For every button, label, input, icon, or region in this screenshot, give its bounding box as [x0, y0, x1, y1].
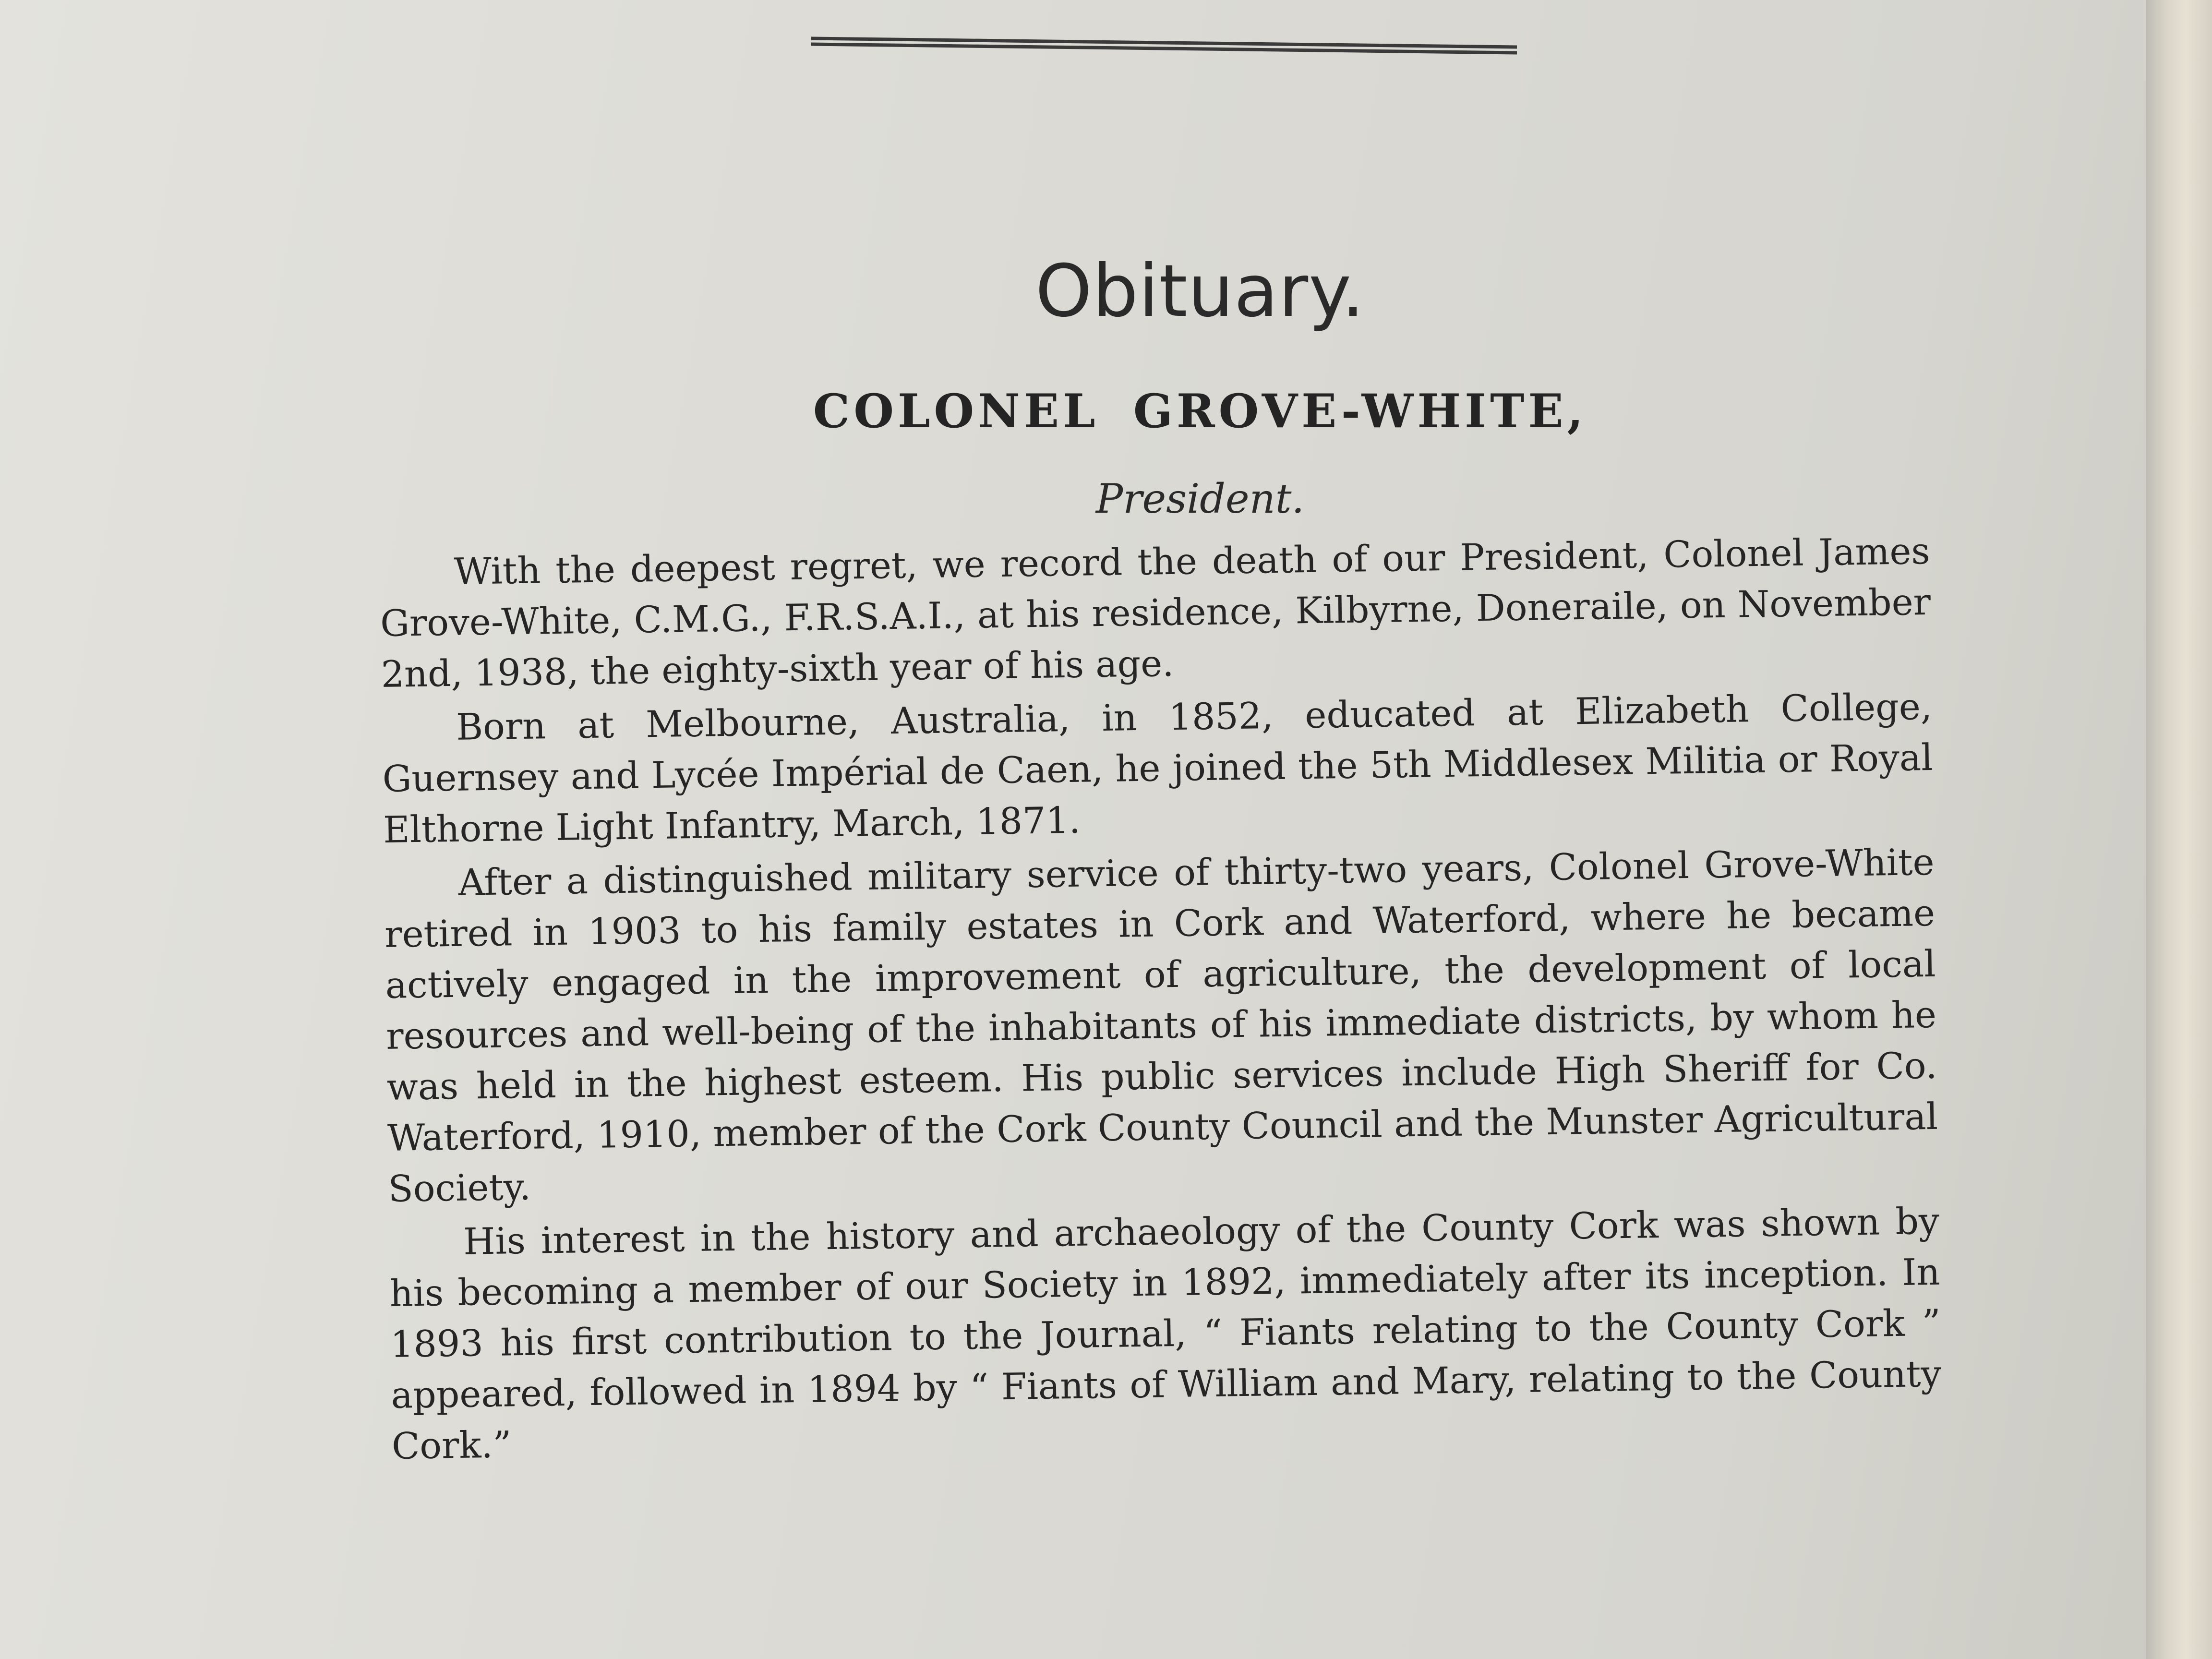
- page-edge: [2146, 0, 2212, 1659]
- double-rule-divider: [811, 34, 1517, 56]
- obituary-body: [379, 526, 1943, 1475]
- paragraph: His interest in the history and archaeology of the County Cork was shown by his becoming a member of our Society in 1892, immediately after its inception. In 1893 his first contribution to the Journal, “ Fiants relating to the County Cork ” appeared, followed in 1894 by “ Fiants of William and Mary, relating to the County Cork.”: [389, 1199, 1942, 1467]
- obituary-subject: COLONEL GROVE-WHITE,: [813, 384, 1587, 438]
- subject-role: President.: [1095, 475, 1305, 522]
- paragraph: Born at Melbourne, Australia, in 1852, educated at Elizabeth College, Guernsey and Lycée Impérial de Caen, he joined the 5th Middlesex Militia or Royal Elthorne Light Infantry, March, 1871.: [382, 685, 1934, 851]
- paragraph: After a distinguished military service of thirty-two years, Colonel Grove-White retired in 1903 to his family estates in Cork and Waterford, where he became actively engaged in the improvement of agriculture, the development of local resources and well-being of the inhabitants of his immediate districts, by whom he was held in the highest esteem. His public services include High Sheriff for Co. Waterford, 1910, member of the Cork County Council and the Munster Agricultural Society.: [384, 840, 1938, 1210]
- page-title: Obituary.: [1035, 250, 1365, 333]
- paragraph: With the deepest regret, we record the death of our President, Colonel James Grove-White, C.M.G., F.R.S.A.I., at his residence, Kilbyrne, Doneraile, on November 2nd, 1938, the eighty-sixth year of his age.: [380, 529, 1931, 696]
